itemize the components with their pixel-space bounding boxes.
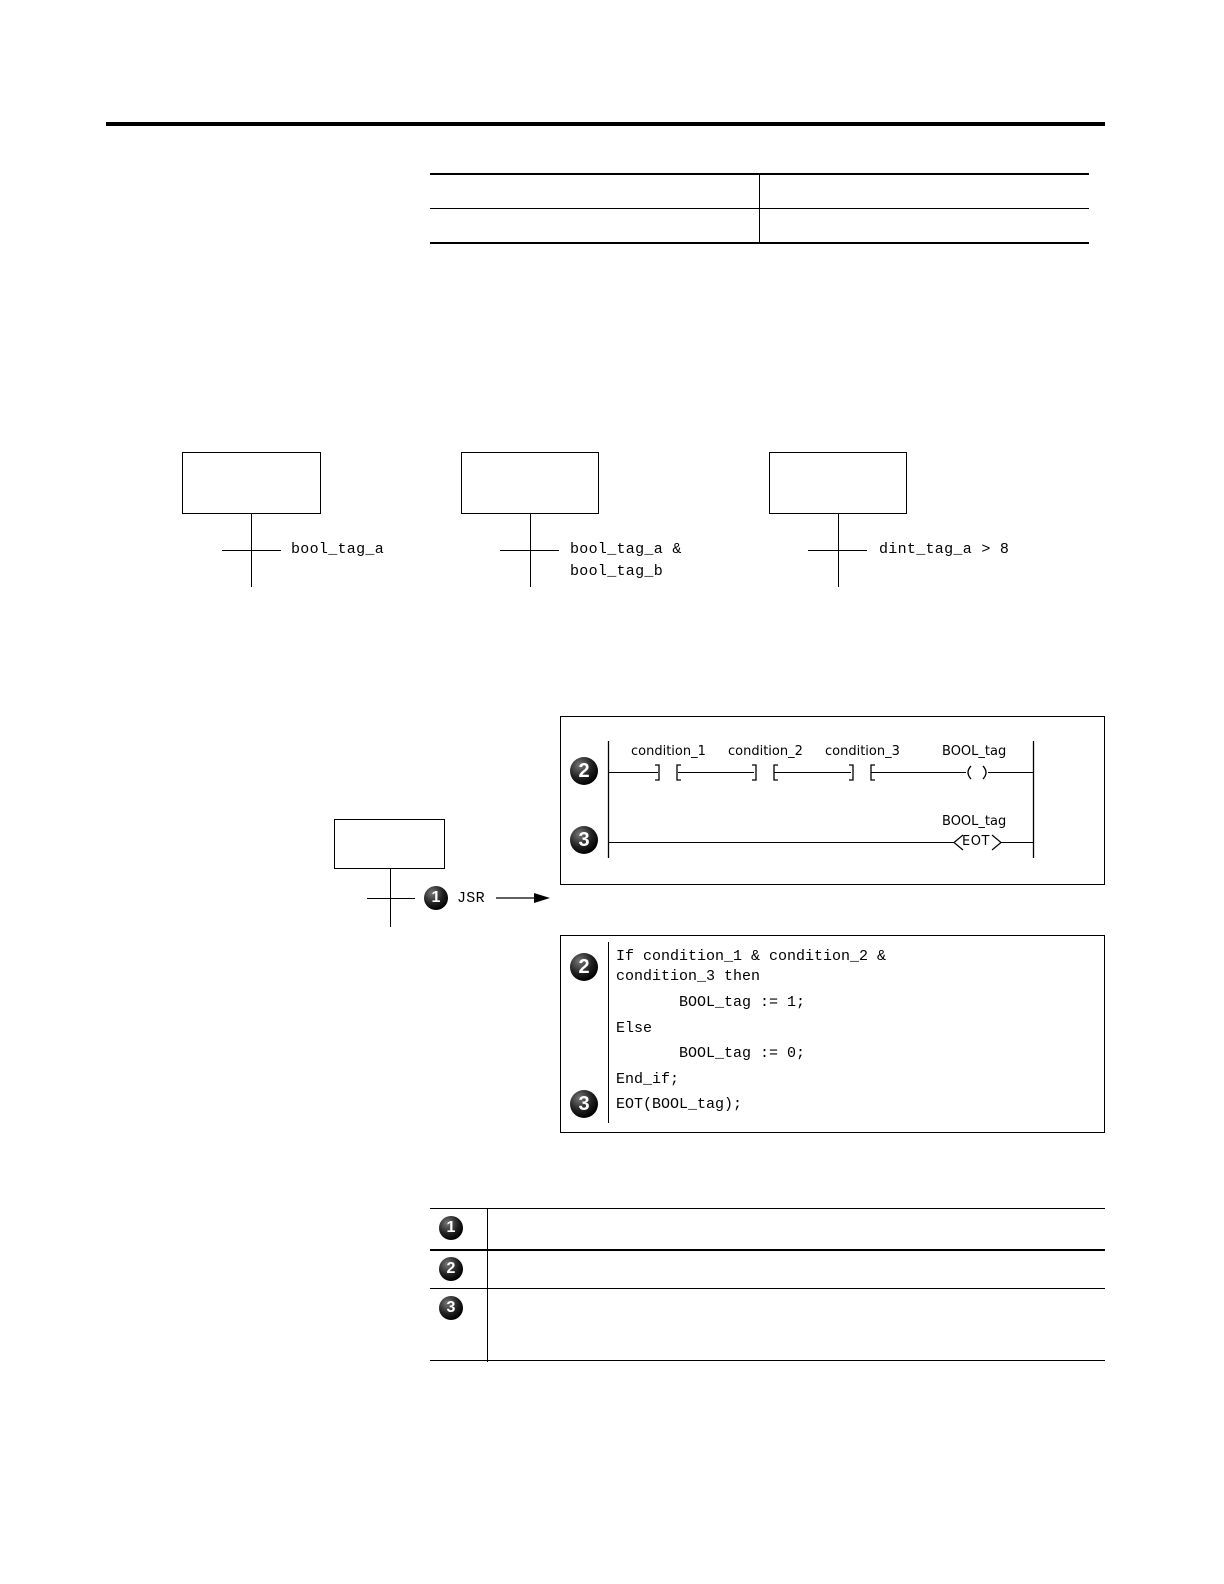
rung-3-badge: 3 — [570, 826, 598, 854]
code-line: If condition_1 & condition_2 & — [616, 948, 887, 965]
st-rail — [608, 942, 609, 1123]
sfc-transition — [500, 550, 559, 551]
sfc-step — [461, 452, 599, 514]
sfc-step — [334, 819, 445, 869]
transition-condition: bool_tag_b — [570, 563, 664, 580]
code-line: condition_3 then — [616, 968, 761, 985]
legend-table — [430, 1208, 1105, 1362]
transition-condition: dint_tag_a > 8 — [879, 541, 1010, 558]
arrow-right-icon — [494, 890, 552, 906]
line-2-badge: 2 — [570, 953, 598, 981]
transition-condition: bool_tag_a — [291, 541, 385, 558]
eot-tag-label: BOOL_tag — [942, 814, 1007, 829]
sfc-transition — [808, 550, 867, 551]
table-rule — [430, 1208, 1105, 1209]
code-line: End_if; — [616, 1070, 680, 1088]
code-line: Else — [616, 1019, 653, 1037]
callout-1-badge: 1 — [424, 886, 448, 910]
code-block — [616, 947, 886, 1118]
code-line: BOOL_tag := 1; — [616, 994, 806, 1011]
top-table — [430, 173, 1089, 244]
line-3-badge: 3 — [570, 1090, 598, 1118]
legend-badge: 3 — [439, 1296, 463, 1320]
legend-badge: 1 — [439, 1216, 463, 1240]
header-rule — [106, 122, 1105, 126]
code-line: EOT(BOOL_tag); — [616, 1096, 743, 1113]
contact-label: condition_2 — [728, 744, 803, 759]
table-divider — [759, 173, 760, 244]
sfc-step — [769, 452, 907, 514]
table-rule — [430, 1249, 1105, 1251]
table-rule — [430, 1288, 1105, 1289]
ladder-rungs — [561, 717, 1104, 884]
ladder-diagram-box — [560, 716, 1105, 885]
contact-label: condition_3 — [825, 744, 900, 759]
structured-text-box — [560, 935, 1105, 1133]
sfc-step — [182, 452, 321, 514]
jsr-label: JSR — [457, 890, 485, 907]
legend-badge: 2 — [439, 1257, 463, 1281]
table-divider — [487, 1208, 488, 1362]
transition-condition: bool_tag_a & — [570, 541, 682, 558]
coil-label: BOOL_tag — [942, 744, 1007, 759]
sfc-transition — [222, 550, 281, 551]
table-rule — [430, 1360, 1105, 1361]
contact-label: condition_1 — [631, 744, 706, 759]
sfc-transition — [367, 898, 415, 899]
rung-2-badge: 2 — [570, 757, 598, 785]
code-line: BOOL_tag := 0; — [616, 1045, 806, 1062]
eot-instruction-label: EOT — [962, 834, 990, 849]
